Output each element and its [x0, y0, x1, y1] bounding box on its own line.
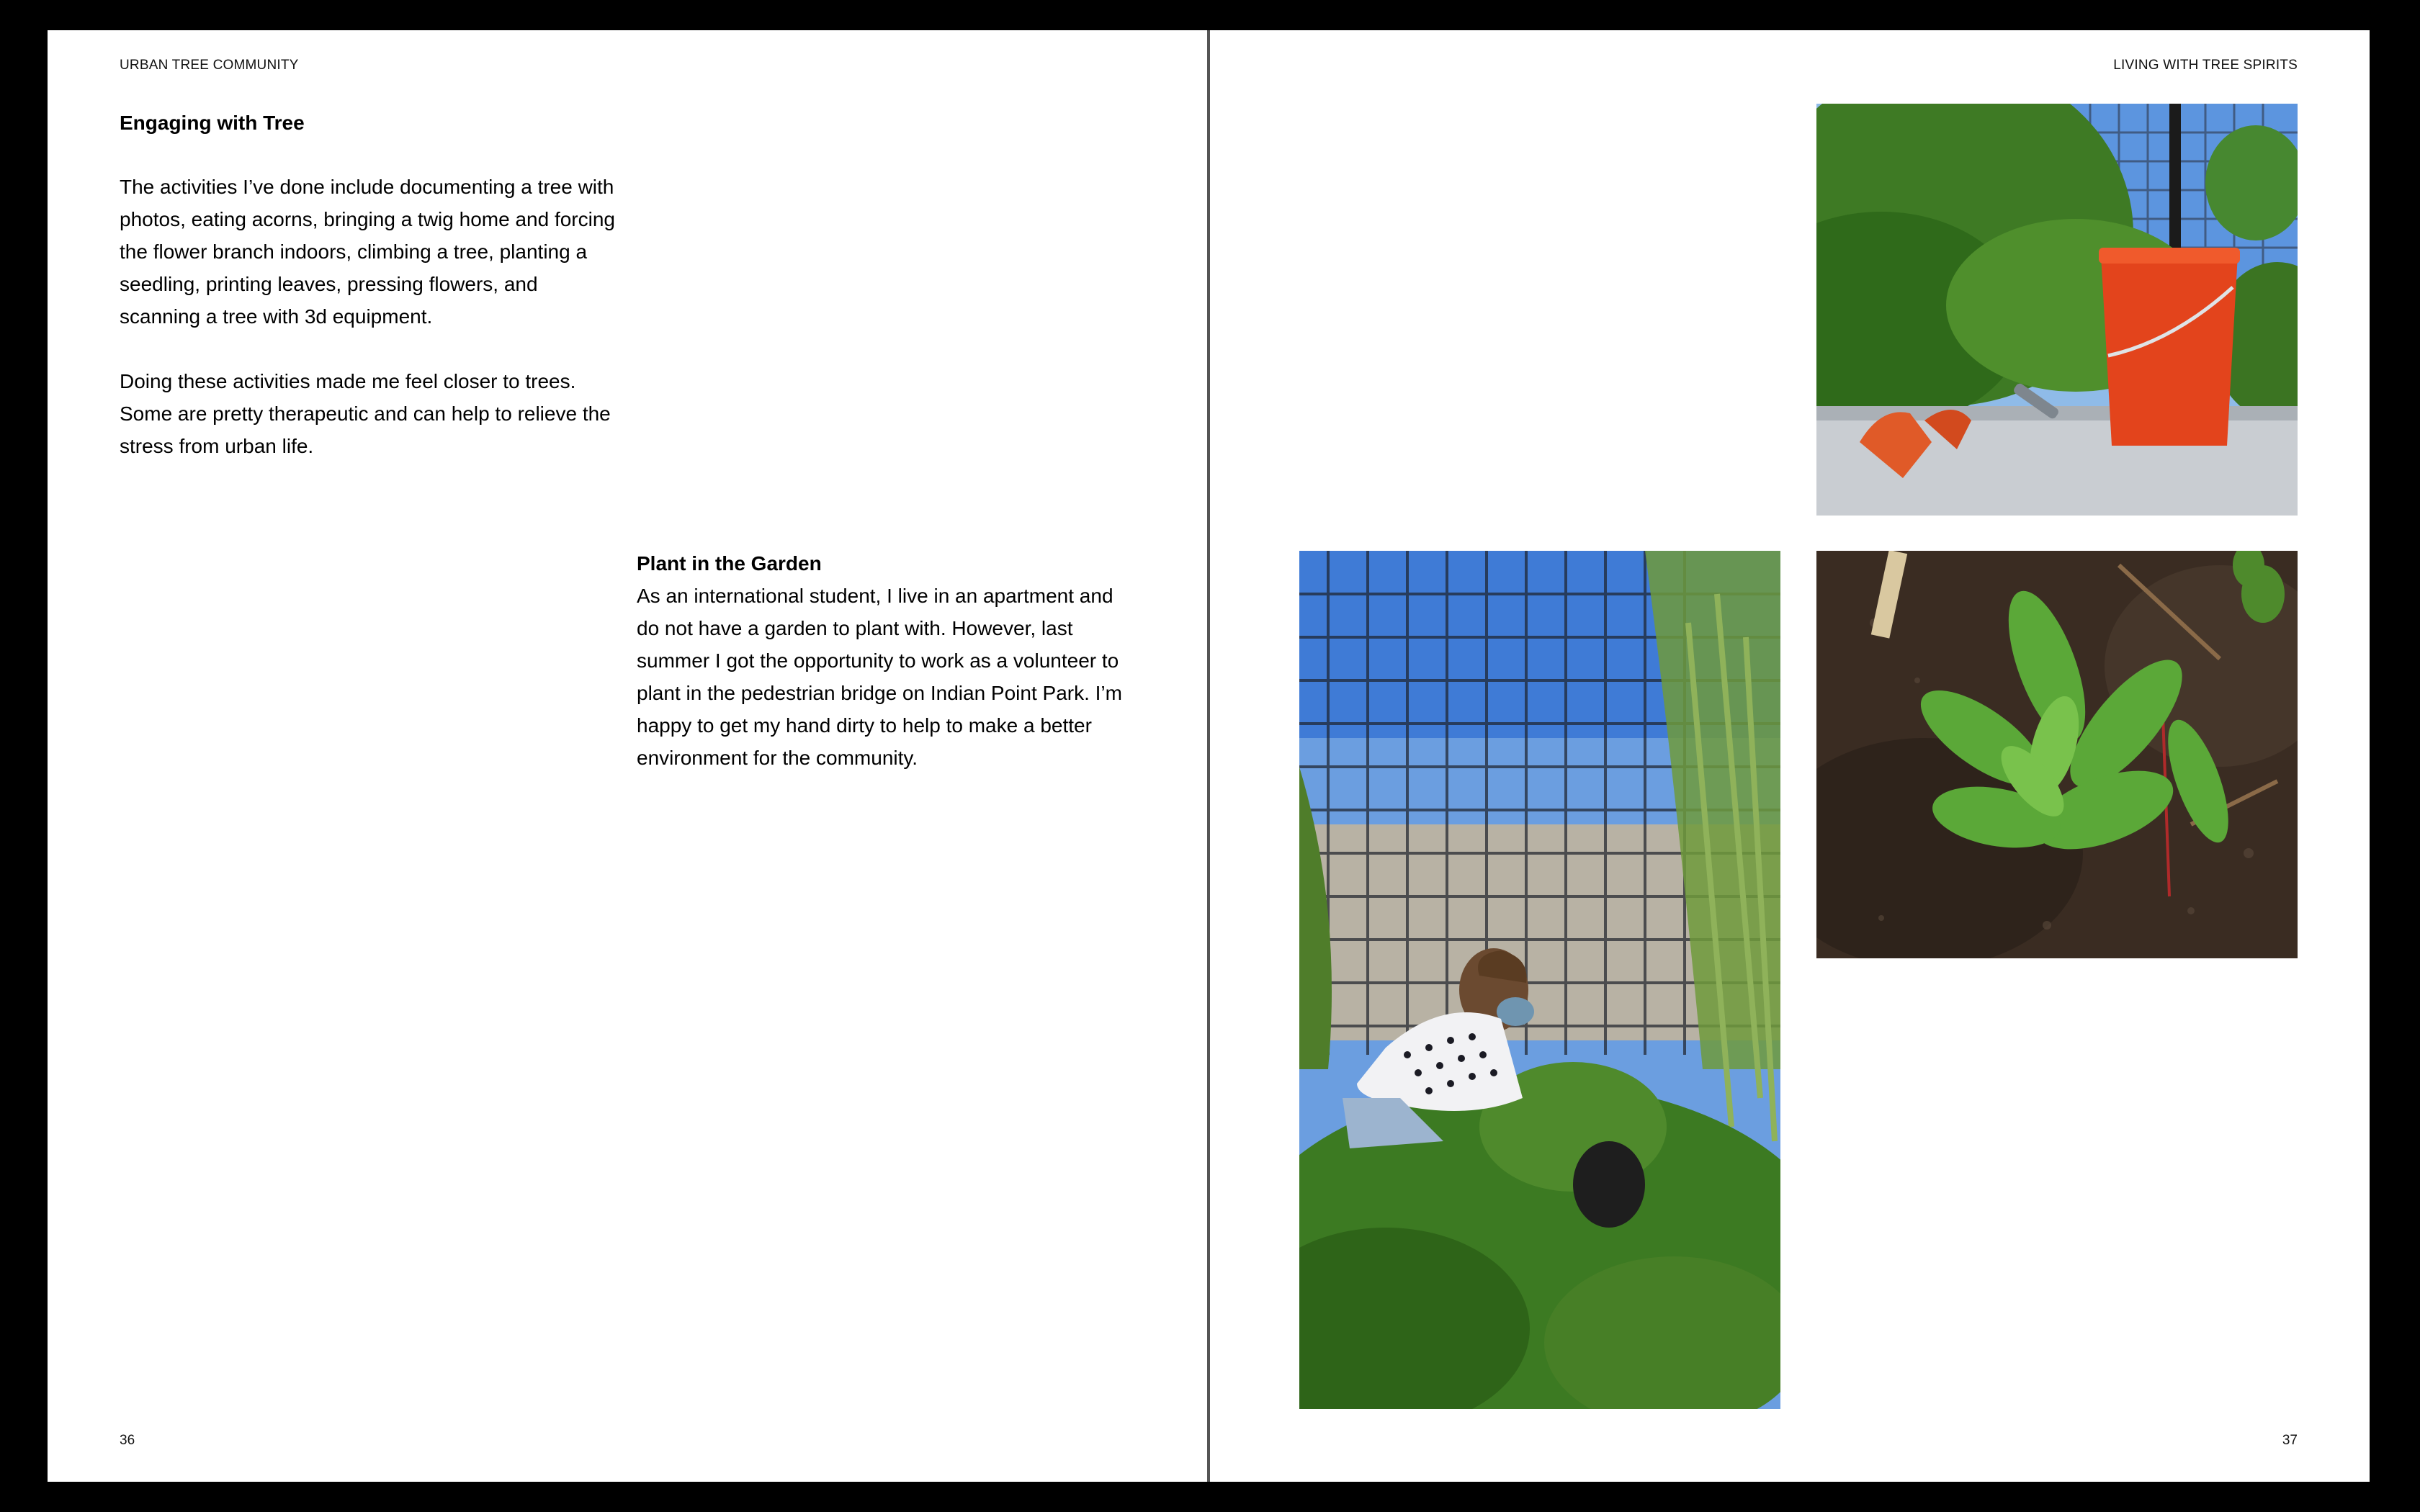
- left-page: [48, 30, 1207, 1482]
- right-page: [1210, 30, 2370, 1482]
- photo-volunteer-planting: [1299, 551, 1780, 1409]
- body-paragraph: Doing these activities made me feel closer to trees. Some are pretty therapeutic and can help to relieve the stress from urban life.: [120, 370, 611, 457]
- running-head-left: URBAN TREE COMMUNITY: [120, 58, 299, 73]
- running-head-right: LIVING WITH TREE SPIRITS: [2113, 58, 2298, 73]
- section-heading: Engaging with Tree: [120, 112, 305, 134]
- photo-bucket-and-gloves: [1816, 104, 2298, 516]
- body-paragraph: As an international student, I live in an apartment and do not have a garden to plant with. However, last summer I got the opportunity to work as a volunteer to plant in the pedestrian bridge on Indian Point Park. I’m happy to get my hand dirty to help to make a better environment for the community.: [637, 585, 1122, 769]
- section-heading: Plant in the Garden: [637, 552, 822, 575]
- page-number-left: 36: [120, 1433, 135, 1448]
- page-number-right: 37: [2282, 1433, 2298, 1448]
- section-plant-in-the-garden: [637, 547, 1141, 774]
- book-spread: [48, 30, 2370, 1482]
- photo-seedling-in-soil: [1816, 551, 2298, 958]
- body-paragraph: The activities I’ve done include documenting a tree with photos, eating acorns, bringing a twig home and forcing the flower branch indoors, climbing a tree, planting a seedling, printing leaves, pressing flowers, and scanning a tree with 3d equipment.: [120, 176, 615, 328]
- section-engaging-with-tree: [120, 107, 617, 462]
